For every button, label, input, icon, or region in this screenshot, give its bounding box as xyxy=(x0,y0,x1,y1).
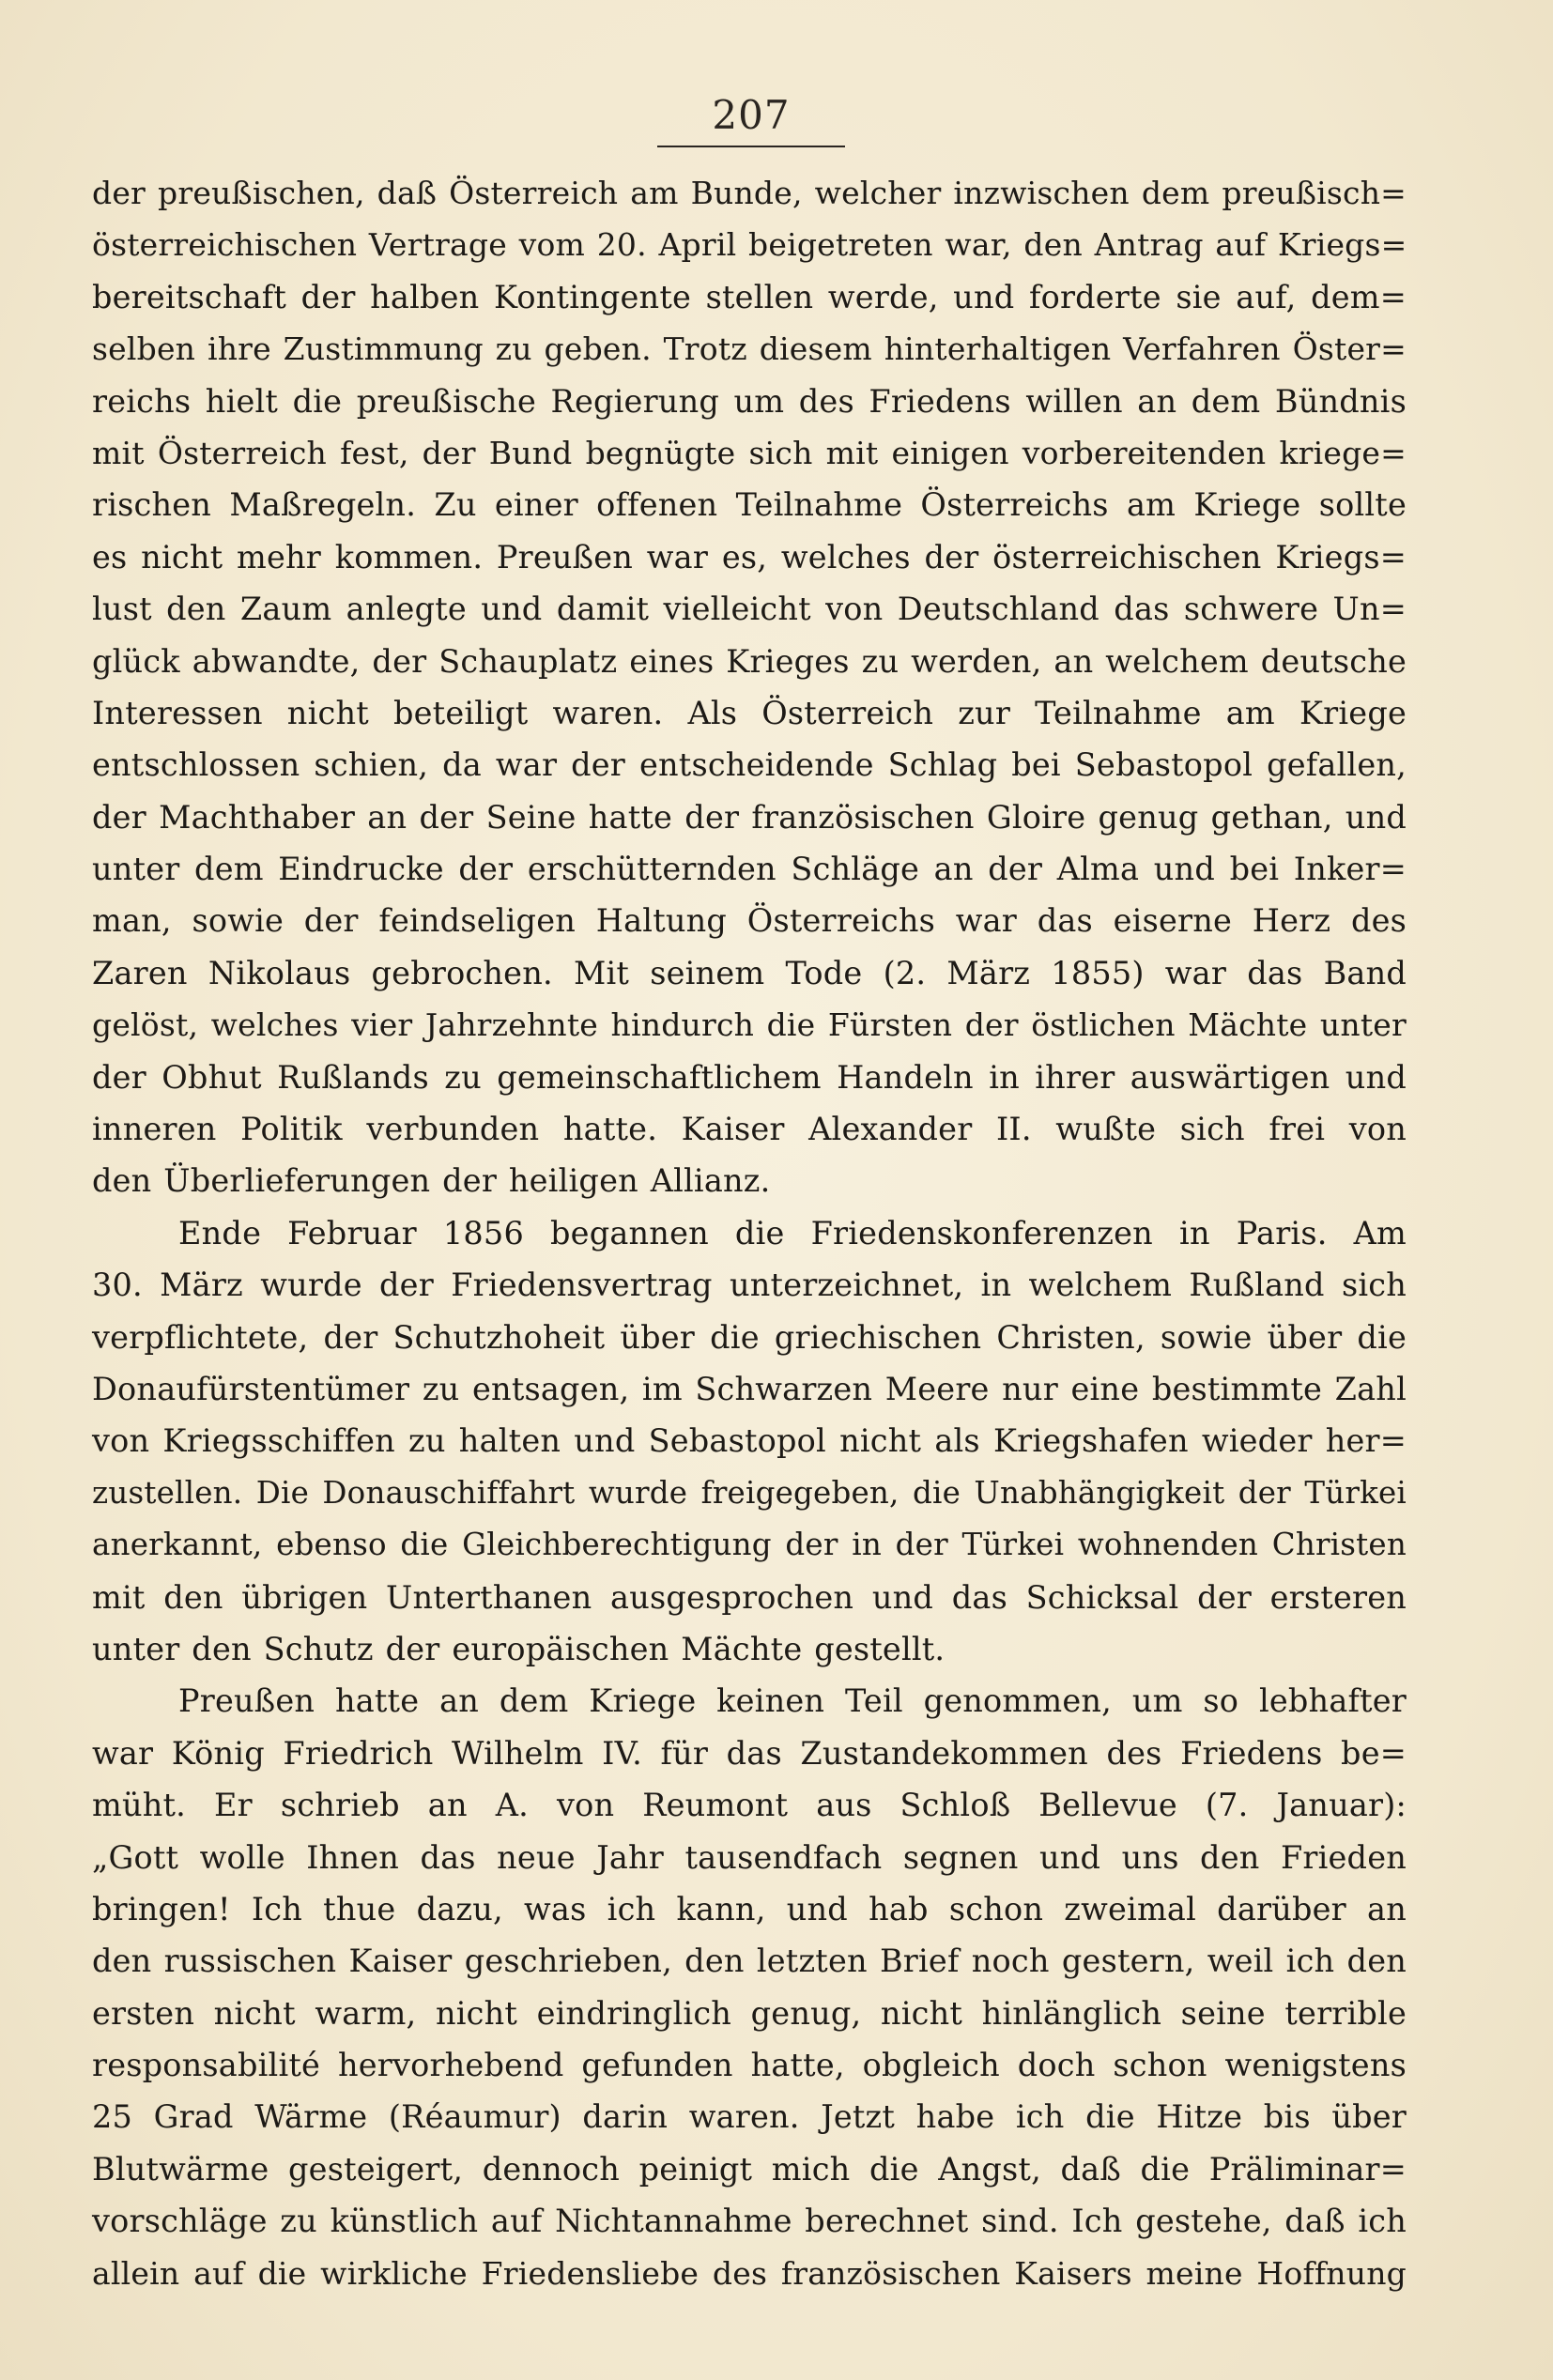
text-line: unter den Schutz der europäischen Mächte gestellt. xyxy=(92,1630,946,1667)
text-line: Zaren Nikolaus gebrochen. Mit seinem Tode (2. März 1855) war das Band xyxy=(92,954,1407,991)
text-line: Blutwärme gesteigert, dennoch peinigt mich die Angst, daß die Präliminar= xyxy=(92,2150,1407,2188)
text-line: der Obhut Rußlands zu gemeinschaftlichem Handeln in ihrer auswärtigen und xyxy=(92,1058,1407,1096)
text-line: ersten nicht warm, nicht eindringlich genug, nicht hinlänglich seine terrible xyxy=(92,1994,1407,2032)
text-line: von Kriegsschiffen zu halten und Sebastopol nicht als Kriegshafen wieder her= xyxy=(92,1422,1407,1460)
text-line: Interessen nicht beteiligt waren. Als Österreich zur Teilnahme am Kriege xyxy=(92,694,1407,731)
text-line: reichs hielt die preußische Regierung um des Friedens willen an dem Bündnis xyxy=(92,382,1407,420)
text-line: man, sowie der feindseligen Haltung Österreichs war das eiserne Herz des xyxy=(92,902,1407,940)
text-line: der Machthaber an der Seine hatte der französischen Gloire genug gethan, und xyxy=(92,798,1407,836)
text-line: mit den übrigen Unterthanen ausgesprochen und das Schicksal der ersteren xyxy=(92,1578,1407,1616)
text-line: müht. Er schrieb an A. von Reumont aus Schloß Bellevue (7. Januar): xyxy=(92,1787,1407,1824)
text-line: österreichischen Vertrage vom 20. April beigetreten war, den Antrag auf Kriegs= xyxy=(92,226,1407,264)
text-line: allein auf die wirkliche Friedensliebe des französischen Kaisers meine Hoffnung xyxy=(92,2254,1407,2292)
text-line: den Überlieferungen der heiligen Allianz. xyxy=(92,1162,771,1200)
text-line: inneren Politik verbunden hatte. Kaiser Alexander II. wußte sich frei von xyxy=(92,1111,1407,1148)
text-line: anerkannt, ebenso die Gleichberechtigung der in der Türkei wohnenden Christen xyxy=(92,1527,1407,1563)
text-line: den russischen Kaiser geschrieben, den letzten Brief noch gestern, weil ich den xyxy=(92,1942,1407,1980)
text-line: vorschläge zu künstlich auf Nichtannahme berechnet sind. Ich gestehe, daß ich xyxy=(92,2203,1407,2240)
body-text xyxy=(92,167,1407,2299)
text-line: gelöst, welches vier Jahrzehnte hindurch die Fürsten der östlichen Mächte unter xyxy=(92,1006,1407,1044)
text-line: entschlossen schien, da war der entscheidende Schlag bei Sebastopol gefallen, xyxy=(92,746,1407,784)
text-line: rischen Maßregeln. Zu einer offenen Teilnahme Österreichs am Kriege sollte xyxy=(92,486,1407,524)
text-line: 30. März wurde der Friedensvertrag unterzeichnet, in welchem Rußland sich xyxy=(92,1267,1407,1304)
text-line: Donaufürstentümer zu entsagen, im Schwarzen Meere nur eine bestimmte Zahl xyxy=(92,1370,1407,1407)
text-line: war König Friedrich Wilhelm IV. für das Zustandekommen des Friedens be= xyxy=(92,1734,1407,1772)
text-line: selben ihre Zustimmung zu geben. Trotz diesem hinterhaltigen Verfahren Öster= xyxy=(92,330,1407,368)
text-line: mit Österreich fest, der Bund begnügte sich mit einigen vorbereitenden kriege= xyxy=(92,434,1407,471)
text-line: der preußischen, daß Österreich am Bunde, welcher inzwischen dem preußisch= xyxy=(92,175,1407,211)
text-line: verpflichtete, der Schutzhoheit über die griechischen Christen, sowie über die xyxy=(92,1318,1407,1356)
text-line: lust den Zaum anlegte und damit vielleicht von Deutschland das schwere Un= xyxy=(92,591,1407,628)
text-line: responsabilité hervorhebend gefunden hatte, obgleich doch schon wenigstens xyxy=(92,2047,1407,2084)
text-line: unter dem Eindrucke der erschütternden Schläge an der Alma und bei Inker= xyxy=(92,851,1407,888)
text-line: Preußen hatte an dem Kriege keinen Teil genommen, um so lebhafter xyxy=(178,1682,1407,1720)
text-line: bringen! Ich thue dazu, was ich kann, und hab schon zweimal darüber an xyxy=(92,1890,1407,1927)
text-line: bereitschaft der halben Kontingente stellen werde, und forderte sie auf, dem= xyxy=(92,278,1407,315)
text-line: „Gott wolle Ihnen das neue Jahr tausendfach segnen und uns den Frieden xyxy=(92,1838,1407,1876)
text-line: Ende Februar 1856 begannen die Friedenskonferenzen in Paris. Am xyxy=(178,1214,1407,1251)
header-rule xyxy=(657,146,845,147)
text-line: glück abwandte, der Schauplatz eines Krieges zu werden, an welchem deutsche xyxy=(92,642,1407,680)
text-line: es nicht mehr kommen. Preußen war es, welches der österreichischen Kriegs= xyxy=(92,538,1407,576)
text-line: zustellen. Die Donauschiffahrt wurde freigegeben, die Unabhängigkeit der Türkei xyxy=(92,1474,1407,1511)
text-line: 25 Grad Wärme (Réaumur) darin waren. Jetzt habe ich die Hitze bis über xyxy=(92,2098,1407,2136)
page-number: 207 xyxy=(712,92,791,138)
